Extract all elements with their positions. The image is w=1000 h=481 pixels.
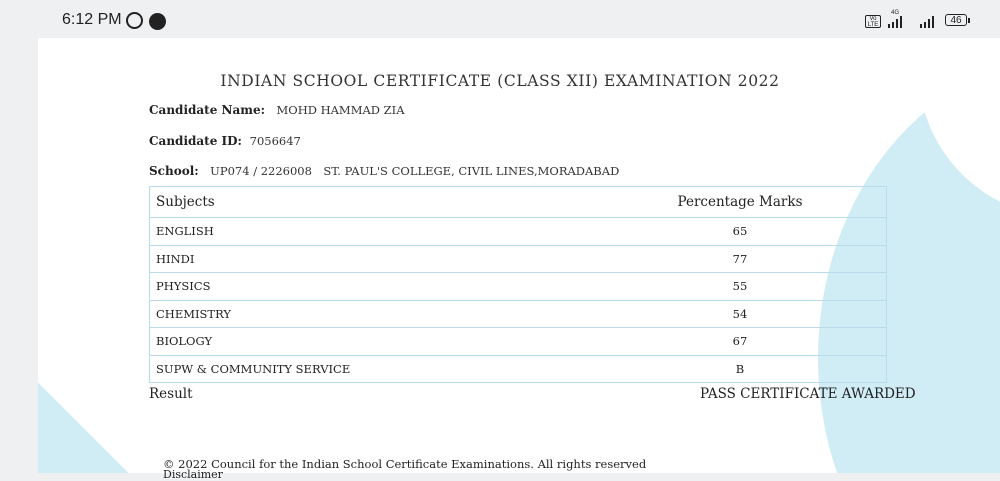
subject-name: BIOLOGY bbox=[150, 328, 595, 356]
school-code: UP074 / 2226008 bbox=[210, 164, 312, 178]
status-bar bbox=[0, 0, 1000, 38]
subject-marks: 54 bbox=[594, 300, 887, 328]
candidate-id-label: Candidate ID: bbox=[149, 134, 242, 148]
table-row bbox=[150, 328, 887, 356]
battery-tip bbox=[968, 18, 970, 23]
subjects-header: Subjects bbox=[150, 187, 595, 218]
candidate-name-row bbox=[149, 103, 405, 117]
school-label: School: bbox=[149, 164, 199, 178]
battery-icon: 46 bbox=[945, 14, 967, 26]
candidate-name-label: Candidate Name: bbox=[149, 103, 266, 117]
network-type: 4G bbox=[891, 10, 900, 16]
result-value: PASS CERTIFICATE AWARDED bbox=[700, 386, 916, 402]
result-label: Result bbox=[149, 386, 193, 402]
subject-name: CHEMISTRY bbox=[150, 300, 595, 328]
table-row bbox=[150, 355, 887, 383]
decorative-shape bbox=[38, 322, 134, 473]
subject-marks: 67 bbox=[594, 328, 887, 356]
marks-header: Percentage Marks bbox=[594, 187, 887, 218]
subject-marks: 65 bbox=[594, 218, 887, 246]
page-title: INDIAN SCHOOL CERTIFICATE (CLASS XII) EXAMINATION 2022 bbox=[220, 72, 780, 90]
volte-icon: Vo LTE bbox=[865, 15, 881, 28]
table-row bbox=[150, 273, 887, 301]
disclaimer-link[interactable]: Disclaimer bbox=[163, 468, 223, 481]
subject-name: ENGLISH bbox=[150, 218, 595, 246]
signal-icon bbox=[888, 14, 902, 28]
candidate-id: 7056647 bbox=[249, 134, 301, 148]
signal-icon bbox=[920, 14, 934, 28]
table-row bbox=[150, 218, 887, 246]
table-row bbox=[150, 300, 887, 328]
status-time: 6:12 PM bbox=[62, 11, 122, 28]
subject-name: PHYSICS bbox=[150, 273, 595, 301]
subject-marks: B bbox=[594, 355, 887, 383]
school-name: ST. PAUL'S COLLEGE, CIVIL LINES,MORADABAD bbox=[323, 164, 620, 178]
table-header-row bbox=[150, 187, 887, 218]
candidate-id-row bbox=[149, 134, 301, 148]
subject-marks: 77 bbox=[594, 245, 887, 273]
call-icon bbox=[149, 13, 166, 30]
subject-name: SUPW & COMMUNITY SERVICE bbox=[150, 355, 595, 383]
candidate-name: MOHD HAMMAD ZIA bbox=[276, 103, 405, 117]
marks-table bbox=[149, 186, 887, 383]
whatsapp-icon bbox=[126, 12, 143, 29]
table-row bbox=[150, 245, 887, 273]
school-row bbox=[149, 164, 619, 178]
copyright-footer: © 2022 Council for the Indian School Certificate Examinations. All rights reserved bbox=[163, 457, 647, 471]
subject-marks: 55 bbox=[594, 273, 887, 301]
subject-name: HINDI bbox=[150, 245, 595, 273]
